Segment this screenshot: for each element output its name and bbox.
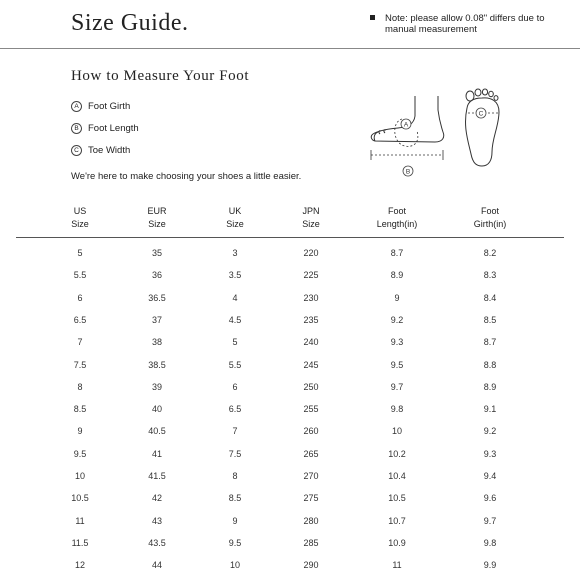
cell-girth: 9.9 [483, 560, 497, 571]
cell-us: 7 [77, 337, 83, 348]
foot-diagram [365, 86, 535, 181]
cell-uk: 7.5 [228, 448, 242, 459]
cell-length: 9 [394, 292, 400, 303]
cell-length: 11 [392, 560, 402, 571]
table-row [0, 270, 580, 284]
cell-girth: 9.7 [483, 515, 497, 526]
size-table-header [0, 205, 580, 235]
cell-eur: 35 [151, 248, 162, 258]
legend-item-foot-length [71, 123, 139, 134]
cell-uk: 4.5 [228, 314, 242, 325]
cell-jpn: 255 [303, 404, 319, 415]
cell-us: 10 [74, 471, 85, 481]
table-row [0, 426, 580, 440]
cell-jpn: 280 [303, 515, 319, 526]
cell-length: 9.2 [390, 314, 404, 325]
table-row [0, 449, 580, 463]
cell-us: 9.5 [73, 448, 87, 459]
table-row [0, 248, 580, 262]
cell-eur: 40 [151, 404, 162, 415]
cell-length: 10.5 [388, 493, 406, 504]
cell-length: 9.3 [390, 337, 404, 348]
cell-us: 7.5 [73, 359, 87, 370]
cell-uk: 8.5 [228, 493, 242, 504]
cell-length: 8.9 [390, 270, 404, 281]
measure-title: How to Measure Your Foot [71, 68, 250, 84]
cell-girth: 9.4 [483, 471, 497, 481]
cell-eur: 38.5 [148, 359, 166, 370]
cell-girth: 8.5 [483, 314, 497, 325]
cell-jpn: 290 [303, 560, 319, 571]
cell-us: 5 [77, 248, 83, 258]
tagline: We're here to make choosing your shoes a little easier. [71, 171, 302, 182]
circle-c-icon: C [71, 145, 82, 156]
table-row [0, 293, 580, 307]
cell-us: 6.5 [73, 314, 87, 325]
cell-jpn: 240 [303, 337, 319, 348]
cell-eur: 40.5 [148, 426, 166, 437]
table-row [0, 560, 580, 574]
cell-jpn: 230 [303, 292, 319, 303]
cell-eur: 42 [151, 493, 162, 504]
cell-us: 11 [75, 515, 85, 526]
header-divider [0, 48, 580, 49]
table-row [0, 538, 580, 552]
cell-us: 8 [77, 381, 83, 392]
cell-jpn: 260 [303, 426, 319, 437]
cell-uk: 10 [229, 560, 240, 571]
circle-a-icon: A [71, 101, 82, 112]
cell-uk: 9.5 [228, 537, 242, 548]
cell-eur: 39 [151, 381, 162, 392]
legend-item-toe-width [71, 145, 130, 156]
cell-us: 11.5 [71, 537, 89, 548]
cell-eur: 38 [151, 337, 162, 348]
cell-length: 10.4 [388, 471, 406, 481]
header-jpn-size: JPN Size [302, 206, 320, 229]
legend-item-foot-girth [71, 101, 130, 112]
cell-girth: 9.1 [483, 404, 497, 415]
cell-uk: 8 [232, 471, 238, 481]
cell-eur: 36 [151, 270, 162, 281]
cell-jpn: 245 [303, 359, 319, 370]
cell-eur: 41 [151, 448, 162, 459]
diagram-label-c: C [478, 110, 484, 118]
header-foot-length: Foot Length(in) [376, 206, 418, 229]
cell-uk: 9 [232, 515, 238, 526]
bullet-icon [370, 15, 375, 20]
cell-uk: 6.5 [228, 404, 242, 415]
cell-eur: 44 [151, 560, 162, 571]
cell-girth: 9.3 [483, 448, 497, 459]
cell-eur: 36.5 [148, 292, 166, 303]
cell-uk: 5.5 [228, 359, 242, 370]
cell-jpn: 270 [303, 471, 319, 481]
cell-length: 9.7 [390, 381, 404, 392]
cell-jpn: 250 [303, 381, 319, 392]
cell-length: 9.5 [390, 359, 404, 370]
legend-label: Foot Length [88, 123, 139, 134]
cell-us: 9 [77, 426, 83, 437]
circle-b-icon: B [71, 123, 82, 134]
table-row [0, 382, 580, 396]
table-row [0, 315, 580, 329]
cell-girth: 8.3 [483, 270, 497, 281]
measurement-note-text: Note: please allow 0.08" differs due to manual measurement [385, 13, 545, 35]
table-row [0, 360, 580, 374]
table-header-divider [16, 237, 564, 238]
cell-uk: 5 [232, 337, 238, 348]
cell-eur: 43.5 [148, 537, 166, 548]
cell-jpn: 285 [303, 537, 319, 548]
table-row [0, 471, 580, 485]
table-row [0, 337, 580, 351]
diagram-label-b: B [405, 168, 411, 176]
cell-length: 10.7 [388, 515, 406, 526]
cell-uk: 4 [232, 292, 238, 303]
diagram-label-a: A [403, 121, 409, 129]
table-row [0, 493, 580, 507]
cell-length: 10.9 [388, 537, 406, 548]
legend-label: Foot Girth [88, 101, 131, 112]
legend-label: Toe Width [88, 145, 131, 156]
cell-eur: 41.5 [148, 471, 166, 481]
cell-length: 10 [391, 426, 402, 437]
header-foot-girth: Foot Girth(in) [473, 206, 507, 229]
cell-girth: 9.6 [483, 493, 497, 504]
cell-girth: 8.2 [483, 248, 497, 258]
table-row [0, 516, 580, 530]
cell-jpn: 225 [303, 270, 319, 281]
cell-length: 10.2 [388, 448, 406, 459]
cell-us: 6 [77, 292, 83, 303]
cell-eur: 43 [151, 515, 162, 526]
cell-length: 8.7 [390, 248, 404, 258]
cell-uk: 6 [232, 381, 238, 392]
header-uk-size: UK Size [226, 206, 244, 229]
page-title: Size Guide. [71, 10, 189, 36]
cell-us: 12 [74, 560, 85, 571]
top-foot-icon [466, 89, 499, 166]
cell-us: 5.5 [73, 270, 87, 281]
cell-jpn: 265 [303, 448, 319, 459]
cell-length: 9.8 [390, 404, 404, 415]
cell-girth: 8.9 [483, 381, 497, 392]
cell-jpn: 275 [303, 493, 319, 504]
cell-us: 8.5 [73, 404, 87, 415]
cell-eur: 37 [151, 314, 162, 325]
cell-uk: 7 [232, 426, 238, 437]
header-us-size: US Size [71, 206, 89, 229]
cell-girth: 8.7 [483, 337, 497, 348]
cell-girth: 9.2 [483, 426, 497, 437]
table-row [0, 404, 580, 418]
cell-girth: 8.4 [483, 292, 497, 303]
cell-girth: 9.8 [483, 537, 497, 548]
cell-uk: 3.5 [228, 270, 242, 281]
cell-us: 10.5 [71, 493, 89, 504]
cell-jpn: 220 [303, 248, 319, 258]
cell-jpn: 235 [303, 314, 319, 325]
header-eur-size: EUR Size [147, 206, 167, 229]
cell-girth: 8.8 [483, 359, 497, 370]
cell-uk: 3 [232, 248, 238, 258]
measurement-note [370, 13, 545, 35]
